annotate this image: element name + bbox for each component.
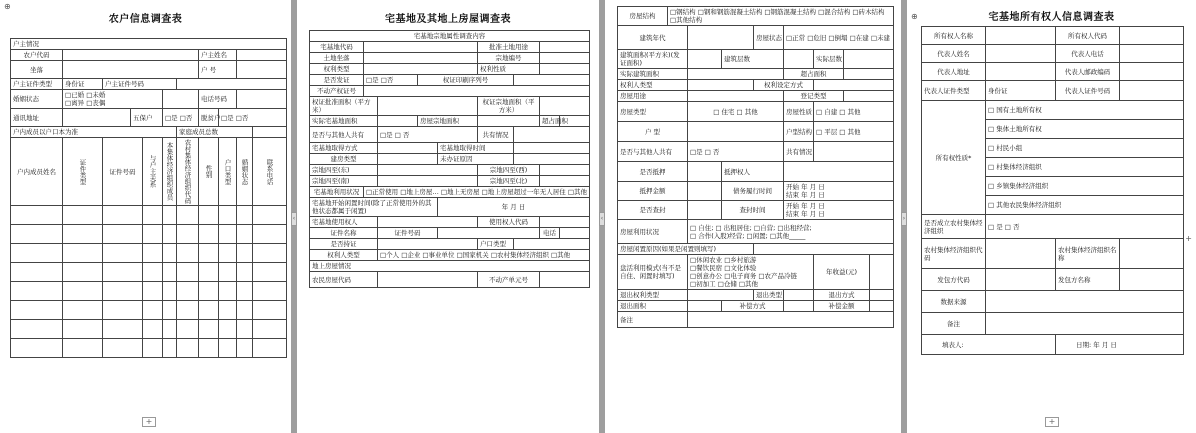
label: 建房类型 xyxy=(310,154,378,165)
input-cell[interactable] xyxy=(754,244,894,255)
label: 是否与其他人共有 xyxy=(618,142,688,162)
page-gap-handle[interactable]: › xyxy=(901,212,907,226)
label: 土地坐落 xyxy=(310,53,364,64)
column-header: 性别 xyxy=(199,138,219,206)
input-cell[interactable] xyxy=(378,143,438,154)
label: 代表人证件类型 xyxy=(922,81,986,101)
checkbox-options[interactable]: □是 □否 xyxy=(219,109,287,127)
table-move-handle-icon[interactable]: ⊕ xyxy=(911,12,918,21)
input-cell[interactable] xyxy=(1120,27,1184,45)
label: 实际建筑面积 xyxy=(618,69,688,80)
input-cell[interactable] xyxy=(378,272,478,288)
checkbox-options[interactable]: □ 自住; □ 出租居住; □自营; □出租经营; □ 合作(入股)经营; □闲置; □其他_____ xyxy=(688,220,894,244)
label: 实际层数 xyxy=(814,50,844,69)
page-4 xyxy=(907,0,1196,433)
input-cell[interactable] xyxy=(986,313,1184,335)
house-table xyxy=(617,6,894,328)
label: 房屋闲置原因(如果是闲置则填写) xyxy=(618,244,754,255)
label: 户主证件类型 xyxy=(11,79,63,90)
input-cell[interactable] xyxy=(63,50,199,61)
input-cell[interactable] xyxy=(688,162,722,182)
input-cell[interactable] xyxy=(986,45,1056,63)
label: 超占面积 xyxy=(540,116,560,127)
label: 退出面积 xyxy=(618,301,688,312)
add-row-button[interactable]: + xyxy=(142,417,156,427)
label: 坐落 xyxy=(11,61,63,79)
label: 数据来源 xyxy=(922,291,986,313)
input-cell[interactable] xyxy=(63,61,199,79)
label: 年收益(元) xyxy=(814,255,870,290)
input-cell[interactable] xyxy=(784,50,814,69)
label: 补偿金额 xyxy=(814,301,870,312)
label: 代表人地址 xyxy=(922,63,986,81)
checkbox-options[interactable]: □是 □ 否 xyxy=(688,142,784,162)
input-cell[interactable] xyxy=(364,86,590,97)
checkbox-options[interactable]: □是 □ 否 xyxy=(378,127,478,143)
date-field[interactable]: 年 月 日 xyxy=(438,198,590,217)
input-cell[interactable] xyxy=(688,80,754,91)
input-cell[interactable] xyxy=(63,109,131,127)
input-cell[interactable] xyxy=(378,217,478,228)
label: 房屋结构 xyxy=(618,7,668,26)
input-cell[interactable] xyxy=(688,290,754,301)
label: 代表人邮政编码 xyxy=(1056,63,1120,81)
input-cell[interactable] xyxy=(540,64,590,75)
label: 是否持证 xyxy=(310,239,378,250)
input-cell[interactable] xyxy=(514,127,590,143)
column-header: 证件号码 xyxy=(103,138,143,206)
label: 补偿方式 xyxy=(722,301,784,312)
input-cell[interactable] xyxy=(814,142,894,162)
checkbox-options[interactable]: □ 住宅 □ 其他 xyxy=(688,102,784,122)
label: 权证批准面积（平方米） xyxy=(310,97,378,116)
input-cell[interactable] xyxy=(688,26,754,50)
label: 实际宅基地面积 xyxy=(310,116,378,127)
checkbox-option[interactable]: □ 集体土地所有权 xyxy=(986,120,1184,139)
label: 退出权利类型 xyxy=(618,290,688,301)
input-cell[interactable] xyxy=(237,61,287,79)
input-cell[interactable] xyxy=(688,201,722,220)
label: 农村集体经济组织代码 xyxy=(922,239,986,269)
input-cell[interactable] xyxy=(540,176,590,187)
label: 农户代码 xyxy=(11,50,63,61)
checkbox-options[interactable]: □正常使用 □地上房屋… □地上无房屋 □地上房屋超过一年无人居住 □其他 xyxy=(364,187,590,198)
column-header: 户口类型 xyxy=(219,138,237,206)
label: 不动产权证号 xyxy=(310,86,364,97)
owner-table xyxy=(921,26,1184,355)
label: 代表人电话 xyxy=(1056,45,1120,63)
label: 宅基地取得时间 xyxy=(438,143,514,154)
label: 户主证件号码 xyxy=(103,79,177,90)
input-cell[interactable] xyxy=(540,165,590,176)
input-cell[interactable] xyxy=(1120,239,1184,269)
label: 宗地四至(南) xyxy=(310,176,378,187)
label: 权证宗地面积（平方米） xyxy=(478,97,540,116)
label: 抵押权人 xyxy=(722,162,784,182)
label: 户主姓名 xyxy=(199,50,237,61)
column-header: 证件类型 xyxy=(63,138,103,206)
input-cell[interactable] xyxy=(540,217,590,228)
label: 户 号 xyxy=(199,61,237,79)
input-cell[interactable] xyxy=(540,272,590,288)
input-cell[interactable] xyxy=(870,255,894,290)
input-cell[interactable] xyxy=(688,91,784,102)
end-date[interactable]: 结束 年 月 日 xyxy=(786,191,825,199)
page-title: 宅基地所有权人信息调查表 xyxy=(988,12,1115,23)
section-header: 地上房屋情况 xyxy=(310,261,590,272)
label: 未办证原因 xyxy=(438,154,514,165)
label: 是否成立农村集体经济组织 xyxy=(922,215,986,239)
input-cell[interactable] xyxy=(378,154,438,165)
input-cell[interactable] xyxy=(378,176,478,187)
label: 户 型 xyxy=(618,122,688,142)
label: 户型结构 xyxy=(784,122,814,142)
label: 抵押金额 xyxy=(618,182,688,201)
input-cell[interactable] xyxy=(514,239,590,250)
member-rows[interactable] xyxy=(11,206,287,358)
label: 备注 xyxy=(922,313,986,335)
label: 日期: 年 月 日 xyxy=(1056,335,1184,355)
input-cell[interactable] xyxy=(844,50,894,69)
label: 农村集体经济组织名称 xyxy=(1056,239,1120,269)
label: 宅基地取得方式 xyxy=(310,143,378,154)
page-gap-handle[interactable]: ‹ xyxy=(599,212,605,226)
label: 是否抵押 xyxy=(618,162,688,182)
input-cell[interactable] xyxy=(1120,45,1184,63)
input-cell[interactable] xyxy=(688,122,784,142)
input-cell[interactable] xyxy=(378,165,478,176)
page-gap-handle[interactable]: ‹ xyxy=(291,212,297,226)
input-cell[interactable] xyxy=(688,312,894,328)
label: 农民房屋代码 xyxy=(310,272,378,288)
label: 所有权人名称 xyxy=(922,27,986,45)
label: 登记类型 xyxy=(784,91,844,102)
label: 房屋状态 xyxy=(754,26,784,50)
label: 权利类型 xyxy=(310,64,364,75)
label: 户口类型 xyxy=(478,239,514,250)
label: 盘活利用模式(当不是自住、闲置时填写) xyxy=(618,255,688,290)
input-cell[interactable] xyxy=(378,97,478,116)
column-header: 农村集体经济组织代码 xyxy=(177,138,199,206)
input-cell[interactable] xyxy=(177,79,287,90)
start-date[interactable]: 开始 年 月 日 xyxy=(786,183,825,191)
label: 电话 xyxy=(540,228,560,239)
page-title: 宅基地及其地上房屋调查表 xyxy=(385,14,511,25)
input-cell[interactable] xyxy=(438,228,540,239)
input-cell[interactable] xyxy=(253,127,287,138)
page-1 xyxy=(0,0,291,433)
input-cell[interactable] xyxy=(478,116,540,127)
checkbox-options[interactable]: □是 □否 xyxy=(364,75,418,86)
add-row-button[interactable]: + xyxy=(1045,417,1059,427)
input-cell[interactable] xyxy=(560,228,590,239)
column-header: 与户主关系 xyxy=(143,138,163,206)
homestead-table xyxy=(309,30,590,288)
label: 房屋用途 xyxy=(618,91,688,102)
label: 宅基地使用权人 xyxy=(310,217,378,228)
label: 共有情况 xyxy=(784,142,814,162)
end-date[interactable]: 结束 年 月 日 xyxy=(786,210,825,218)
label: 房屋类型 xyxy=(618,102,688,122)
label: 超占面积 xyxy=(784,69,844,80)
input-cell[interactable] xyxy=(870,290,894,301)
label: 不动产单元号 xyxy=(478,272,540,288)
input-cell[interactable] xyxy=(163,90,199,109)
input-cell[interactable] xyxy=(364,42,478,53)
label: 通讯地址 xyxy=(11,109,63,127)
checkbox-options[interactable]: □是 □否 xyxy=(163,109,199,127)
input-cell[interactable] xyxy=(514,154,590,165)
checkbox-option[interactable]: □ 其他农民集体经济组织 xyxy=(986,196,1184,215)
section-header: 户主情况 xyxy=(11,39,287,50)
input-cell[interactable] xyxy=(364,64,478,75)
checkbox-option[interactable]: □ 村集体经济组织 xyxy=(986,158,1184,177)
input-cell[interactable] xyxy=(1120,63,1184,81)
input-cell[interactable] xyxy=(514,75,590,86)
label: 是否发证 xyxy=(310,75,364,86)
label: 备注 xyxy=(618,312,688,328)
input-cell[interactable] xyxy=(540,53,590,64)
label: 所有权人代码 xyxy=(1056,27,1120,45)
label: 房屋宗地面积 xyxy=(418,116,478,127)
input-cell[interactable] xyxy=(986,269,1056,291)
label: 建筑面积(平方米)(发证面积) xyxy=(618,50,688,69)
input-cell[interactable] xyxy=(784,290,814,301)
input-cell[interactable] xyxy=(688,301,722,312)
label: 权利人类型 xyxy=(310,250,378,261)
label: 宗地四至(北) xyxy=(478,176,540,187)
input-cell[interactable] xyxy=(844,91,894,102)
label: 退出类型 xyxy=(754,290,784,301)
column-header: 联系电话 xyxy=(253,138,287,206)
input-cell[interactable] xyxy=(540,97,590,116)
input-cell[interactable] xyxy=(688,69,784,80)
label: 所有权性质* xyxy=(922,101,986,215)
label: 宗地四至(西) xyxy=(478,165,540,176)
input-cell[interactable] xyxy=(986,239,1056,269)
input-cell[interactable] xyxy=(844,69,894,80)
input-cell[interactable] xyxy=(688,50,722,69)
checkbox-option[interactable]: □ 村民小组 xyxy=(986,139,1184,158)
label: 房屋性质 xyxy=(784,102,814,122)
checkbox-options[interactable]: □ 自建 □ 其他 xyxy=(814,102,894,122)
input-cell[interactable] xyxy=(1120,269,1184,291)
checkbox-options[interactable]: □休闲农业 □乡村旅游 □餐饮民宿 □文化体验 □创意办公 □电子商务 □农产品冷链 □初加工 □仓储 □其他 xyxy=(688,255,814,290)
column-header: 本集体经济组织成员 xyxy=(163,138,177,206)
label: 填表人: xyxy=(922,335,1056,355)
start-date[interactable]: 开始 年 月 日 xyxy=(786,202,825,210)
label: 五保户 xyxy=(131,109,163,127)
input-cell[interactable] xyxy=(1120,81,1184,101)
label: 建筑层数 xyxy=(722,50,784,69)
input-cell[interactable] xyxy=(986,291,1184,313)
column-header: 婚姻状态 xyxy=(237,138,253,206)
input-cell[interactable] xyxy=(364,53,478,64)
input-cell[interactable] xyxy=(870,301,894,312)
page-title: 农户信息调查表 xyxy=(108,14,183,25)
label: 证件名称 xyxy=(310,228,378,239)
label: 发包方代码 xyxy=(922,269,986,291)
label: 宅基地代码 xyxy=(310,42,364,53)
label: 共有情况 xyxy=(478,127,514,143)
label: 债务履行时间 xyxy=(722,182,784,201)
label: 权证印刷序列号 xyxy=(418,75,514,86)
section-header: 宅基地宗地属性调查内容 xyxy=(310,31,590,42)
side-add-button[interactable]: + xyxy=(1185,234,1192,243)
page-3 xyxy=(605,0,901,433)
label: 权利性质 xyxy=(478,64,540,75)
input-cell[interactable] xyxy=(784,301,814,312)
label: 代表人证件号码 xyxy=(1056,81,1120,101)
label: 证件号码 xyxy=(378,228,438,239)
label: 宅基地开始闲置时间(除了正常使用外的其他状态都属于闲置) xyxy=(310,198,438,217)
input-cell[interactable] xyxy=(514,143,590,154)
label: 宗地四至(东) xyxy=(310,165,378,176)
input-cell[interactable] xyxy=(986,63,1056,81)
input-cell[interactable] xyxy=(688,182,722,201)
checkbox-options[interactable]: □ 是 □ 否 xyxy=(986,215,1184,239)
label: 户内成员以户口本为准 xyxy=(11,127,177,138)
input-cell[interactable] xyxy=(784,162,894,182)
checkbox-options[interactable]: □个人 □企业 □事业单位 □国家机关 □农村集体经济组织 □其他 xyxy=(378,250,590,261)
checkbox-options[interactable]: □ 平层 □ 其他 xyxy=(814,122,894,142)
label: 退出方式 xyxy=(814,290,870,301)
input-cell[interactable] xyxy=(814,80,894,91)
label: 是否查封 xyxy=(618,201,688,220)
label: 代表人姓名 xyxy=(922,45,986,63)
label: 脱贫户 xyxy=(199,109,219,127)
label: 权利设定方式 xyxy=(754,80,814,91)
label: 宗地编号 xyxy=(478,53,540,64)
label: 查封时间 xyxy=(722,201,784,220)
column-header: 户内成员姓名 xyxy=(11,138,63,206)
label: 使用权人代码 xyxy=(478,217,540,228)
value: 身份证 xyxy=(63,79,103,90)
label: 家庭成员总数 xyxy=(177,127,253,138)
input-cell[interactable] xyxy=(378,239,478,250)
page-2 xyxy=(297,0,599,433)
label: 婚姻状态 xyxy=(11,90,63,109)
input-cell[interactable] xyxy=(237,50,287,61)
table-move-handle-icon[interactable]: ⊕ xyxy=(4,2,11,11)
household-table xyxy=(10,38,287,358)
label: 批准土地用途 xyxy=(478,42,540,53)
input-cell[interactable] xyxy=(237,90,287,109)
label: 宅基地利用状况 xyxy=(310,187,364,198)
input-cell[interactable] xyxy=(986,27,1056,45)
label: 房屋利用状况 xyxy=(618,220,688,244)
checkbox-option[interactable]: □ 国有土地所有权 xyxy=(986,101,1184,120)
label: 建筑年代 xyxy=(618,26,688,50)
label: 电话号码 xyxy=(199,90,237,109)
checkbox-options[interactable]: □已婚 □未婚 □离异 □丧偶 xyxy=(63,90,163,109)
label: 权利人类型 xyxy=(618,80,688,91)
label: 发包方名称 xyxy=(1056,269,1120,291)
input-cell[interactable] xyxy=(540,42,590,53)
checkbox-options[interactable]: □钢结构 □钢和钢筋混凝土结构 □钢筋混凝土结构 □混合结构 □砖木结构 □其他结构 xyxy=(668,7,894,26)
label: 是否与其他人共有 xyxy=(310,127,378,143)
value: 身份证 xyxy=(986,81,1056,101)
checkbox-options[interactable]: □正常 □危旧 □倒塌 □在建 □未建 xyxy=(784,26,894,50)
checkbox-option[interactable]: □ 乡镇集体经济组织 xyxy=(986,177,1184,196)
